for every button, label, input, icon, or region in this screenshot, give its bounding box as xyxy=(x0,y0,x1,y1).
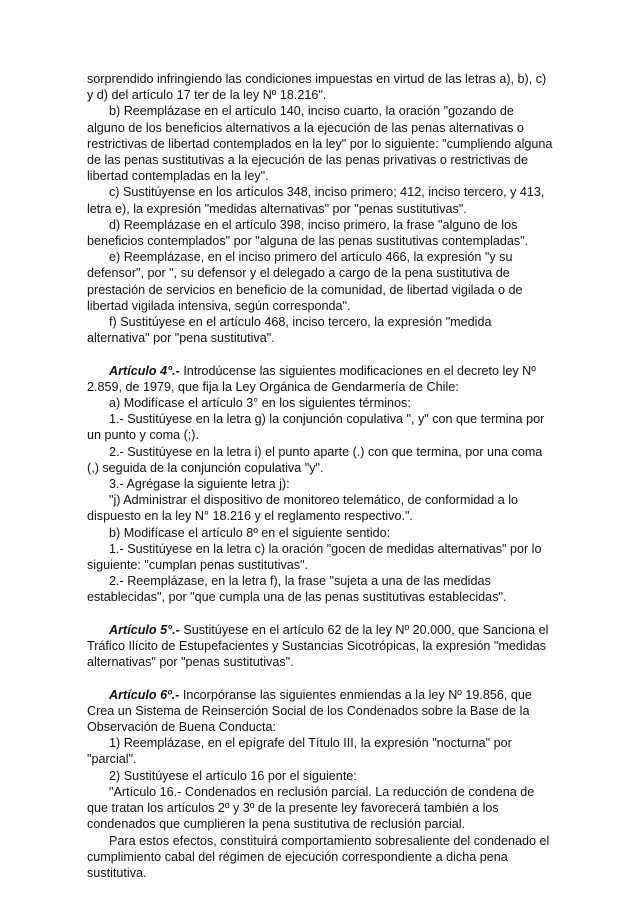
article-heading: Artículo 4°.- xyxy=(109,363,180,378)
article-text: Incorpóranse las siguientes enmiendas a la ley Nº 19.856, que Crea un Sistema de Reinserción Social de los Condenados sobre la Base de la Observación de Buena Conducta: xyxy=(87,687,532,735)
paragraph: "j) Administrar el dispositivo de monitoreo telemático, de conformidad a lo dispuesto en la ley N° 18.216 y el reglamento respectivo.". xyxy=(87,493,519,524)
paragraph: "Artículo 16.- Condenados en reclusión parcial. La reducción de condena de que tratan los artículos 2º y 3º de la presente ley favorecerá también a los condenados que cumplieren la pena sustitutiva de reclusión parcial. xyxy=(87,784,535,832)
article-heading: Artículo 6º.- xyxy=(109,687,180,702)
paragraph: 1.- Sustitúyese en la letra g) la conjunción copulativa ", y" con que termina por un punto y coma (;). xyxy=(87,412,545,443)
article-heading: Artículo 5°.- xyxy=(109,622,180,637)
paragraph: 2) Sustitúyese el artículo 16 por el siguiente: xyxy=(109,768,357,783)
paragraph: 1) Reemplázase, en el epígrafe del Título III, la expresión "nocturna" por "parcial". xyxy=(87,736,512,767)
article-paragraph xyxy=(87,363,553,395)
article-paragraph xyxy=(87,622,553,671)
paragraph: c) Sustitúyense en los artículos 348, inciso primero; 412, inciso tercero, y 413, letra e), la expresión "medidas alternativas" por "penas sustitutivas". xyxy=(87,185,545,216)
paragraph: f) Sustitúyese en el artículo 468, inciso tercero, la expresión "medida alternativa" por "pena sustitutiva". xyxy=(87,315,492,346)
paragraph: b) Reemplázase en el artículo 140, inciso cuarto, la oración "gozando de alguno de los beneficios alternativos a la ejecución de las penas alternativas o restrictivas de libertad contemplados en la ley" por lo siguiente: "cumpliendo alguna de las penas sustitutivas a la ejecución de las penas privativas o restrictivas de libertad contempladas en la ley". xyxy=(87,104,553,184)
paragraph: 3.- Agrégase la siguiente letra j): xyxy=(109,477,290,492)
paragraph: 2.- Sustitúyese en la letra i) el punto aparte (.) con que termina, por una coma (,) seguida de la conjunción copulativa "y". xyxy=(87,444,543,475)
paragraph: 2.- Reemplázase, en la letra f), la frase "sujeta a una de las medidas establecidas", por "que cumpla una de las penas sustitutivas establecidas". xyxy=(87,574,507,605)
paragraph: e) Reemplázase, en el inciso primero del artículo 466, la expresión "y su defensor", por ", su defensor y el delegado a cargo de la pena sustitutiva de prestación de servicios en beneficio de la comunidad, de libertad vigilada o de libertad vigilada intensiva, según corresponda". xyxy=(87,250,523,313)
paragraph: sorprendido infringiendo las condiciones impuestas en virtud de las letras a), b), c) y d) del artículo 17 ter de la ley Nº 18.216". xyxy=(87,72,547,103)
article-paragraph xyxy=(87,687,553,736)
article-text: Sustitúyese en el artículo 62 de la ley Nº 20.000, que Sanciona el Tráfico Ilícito de Estupefacientes y Sustancias Sicotrópicas, la expresión "medidas alternativas" por "penas sustitutivas". xyxy=(87,622,549,670)
paragraph: a) Modifícase el artículo 3° en los siguientes términos: xyxy=(109,396,411,411)
article-text: Introdúcense las siguientes modificaciones en el decreto ley Nº 2.859, de 1979, que fija la Ley Orgánica de Gendarmería de Chile: xyxy=(87,363,536,394)
paragraph: 1.- Sustitúyese en la letra c) la oración "gocen de medidas alternativas" por lo siguiente: "cumplan penas sustitutivas". xyxy=(87,541,542,573)
paragraph: d) Reemplázase en el artículo 398, inciso primero, la frase "alguno de los beneficios contemplados" por "alguna de las penas sustitutivas contempladas". xyxy=(87,217,529,249)
document-page xyxy=(87,71,553,881)
paragraph: Para estos efectos, constituirá comportamiento sobresaliente del condenado el cumplimiento cabal del régimen de ejecución correspondiente a dicha pena sustitutiva. xyxy=(87,833,550,880)
paragraph: b) Modifícase el artículo 8º en el siguiente sentido: xyxy=(109,525,391,540)
